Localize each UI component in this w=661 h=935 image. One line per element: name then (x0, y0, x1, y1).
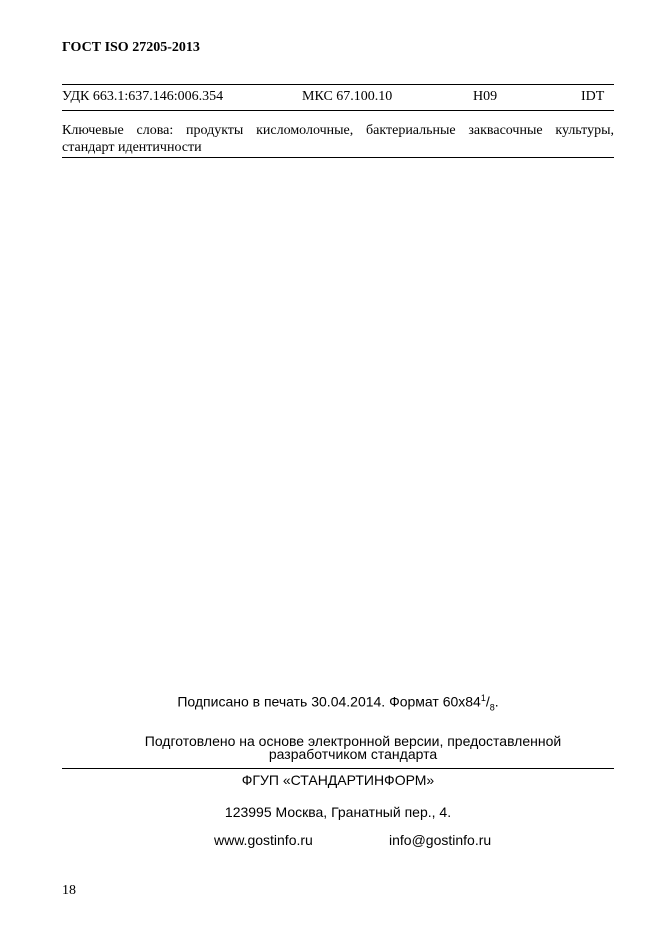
publisher-name: ФГУП «СТАНДАРТИНФОРМ» (241, 772, 435, 788)
category-code: Н09 (473, 89, 498, 104)
keywords-rule (62, 157, 614, 158)
format-subscript: 8 (489, 702, 495, 713)
signed-to-print: Подписано в печать 30.04.2014. Формат $60х84^1/_8$. (177, 693, 499, 713)
classification-rule (62, 110, 614, 111)
page-number: 18 (62, 883, 76, 898)
top-rule (62, 84, 614, 85)
imprint-rule (62, 768, 614, 769)
udk-code: УДК 663.1:637.146:006.354 (62, 89, 224, 104)
keywords-text: Ключевые слова: продукты кисломолочные, бактериальные заквасочные культуры, стандарт идентичности (62, 123, 614, 155)
equivalence-code: IDT (581, 89, 605, 104)
prepared-line-1: Подготовлено на основе электронной версии, предоставленной (144, 733, 562, 749)
website-link[interactable]: www.gostinfo.ru (214, 832, 313, 848)
email-link[interactable]: info@gostinfo.ru (389, 832, 492, 848)
prepared-line-2: разработчиком стандарта (268, 746, 438, 762)
publisher-address: 123995 Москва, Гранатный пер., 4. (224, 804, 452, 820)
mks-code: МКС 67.100.10 (302, 89, 393, 104)
document-code: ГОСТ ISO 27205-2013 (62, 40, 200, 55)
format-superscript: 1 (480, 693, 486, 703)
